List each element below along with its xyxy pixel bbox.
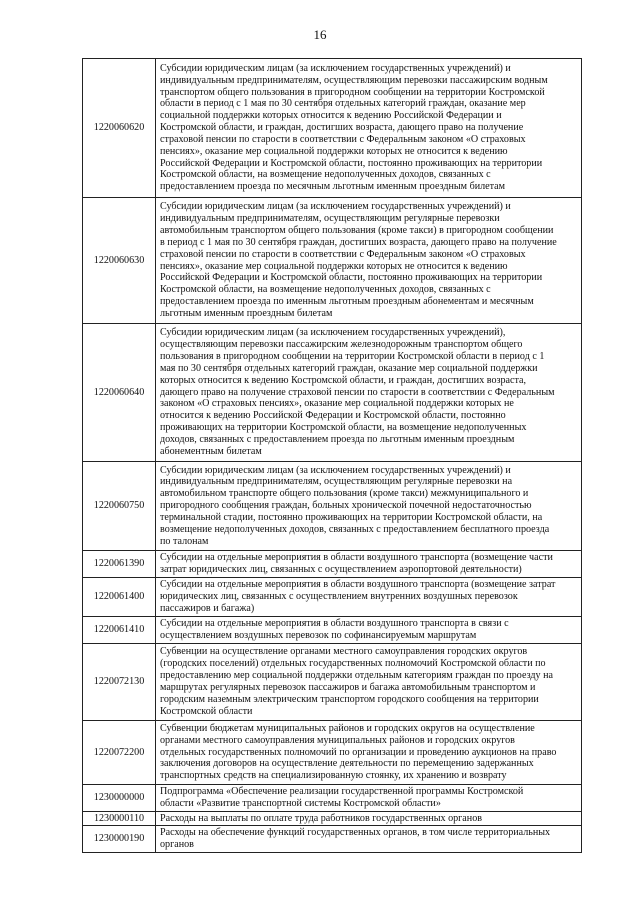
table-row [83, 198, 582, 324]
table-row [83, 578, 582, 617]
row-code: 1230000190 [83, 826, 156, 853]
row-description: Расходы на обеспечение функций государственных органов, в том числе территориальных органов [156, 826, 582, 853]
table-row [83, 721, 582, 785]
budget-classification-table [82, 58, 582, 853]
row-code: 1230000110 [83, 812, 156, 826]
row-code: 1220061400 [83, 578, 156, 617]
row-code: 1220060620 [83, 59, 156, 198]
row-code: 1220072130 [83, 644, 156, 721]
table-row [83, 812, 582, 826]
row-description: Субсидии на отдельные мероприятия в области воздушного транспорта (возмещение затрат юридических лиц, связанных с осуществлением внутренних воздушных перевозок пассажиров и багажа) [156, 578, 582, 617]
table-row [83, 59, 582, 198]
row-code: 1220060630 [83, 198, 156, 324]
row-description: Подпрограмма «Обеспечение реализации государственной программы Костромской области «Развитие транспортной системы Костромской области» [156, 785, 582, 812]
row-description: Субсидии юридическим лицам (за исключением государственных учреждений) и индивидуальным предпринимателям, осуществляющим регулярные перевозки на автомобильном транспорте общего пользования (кроме такси) межмуниципального и пригородного сообщения граждан, больных хронической почечной недостаточностью терминальной стадии, постоянно проживающих на территории Костромской области, на возмещение недополученных доходов, связанных с предоставлением бесплатного проезда по талонам [156, 462, 582, 551]
table-row [83, 462, 582, 551]
row-description: Субсидии юридическим лицам (за исключением государственных учреждений), осуществляющим перевозки пассажирским железнодорожным транспортом общего пользования в пригородном сообщении на территории Костромской области в период с 1 мая по 30 сентября отдельных категорий граждан, оказание мер социальной поддержки которых относится к ведению Костромской области, и граждан, достигших возраста, дающего право на получение страховой пенсии по старости в соответствии с Федеральным законом «О страховых пенсиях», оказание мер социальной поддержки которых не относится к ведению Российской Федерации и Костромской области, постоянно проживающих на территории Костромской области, на возмещение недополученных доходов, связанных с предоставлением проезда по льготным именным проездным абонементным билетам [156, 324, 582, 462]
table-row [83, 644, 582, 721]
row-description: Субсидии юридическим лицам (за исключением государственных учреждений) и индивидуальным предпринимателям, осуществляющим регулярные перевозки автомобильным транспортом общего пользования (кроме такси) в пригородном сообщении в период с 1 мая по 30 сентября граждан, достигших возраста, дающего право на получение страховой пенсии по старости в соответствии с Федеральным законом «О страховых пенсиях», оказание мер социальной поддержки которых не относится к ведению Российской Федерации и Костромской области, постоянно проживающих на территории Костромской области, на возмещение недополученных доходов, связанных с предоставлением проезда по именным льготным проездным абонементам и месячным льготным именным проездным билетам [156, 198, 582, 324]
table-row [83, 785, 582, 812]
row-code: 1220060750 [83, 462, 156, 551]
row-code: 1230000000 [83, 785, 156, 812]
row-description: Расходы на выплаты по оплате труда работников государственных органов [156, 812, 582, 826]
row-description: Субсидии на отдельные мероприятия в области воздушного транспорта в связи с осуществлением воздушных перевозок по софинансируемым маршрутам [156, 617, 582, 644]
table-row [83, 826, 582, 853]
row-description: Субвенции бюджетам муниципальных районов и городских округов на осуществление органами местного самоуправления муниципальных районов и городских округов отдельных государственных полномочий по организации и проведению аукционов на право заключения договоров на осуществление деятельности по перемещению задержанных транспортных средств на специализированную стоянку, их хранению и возврату [156, 721, 582, 785]
page-number: 16 [313, 27, 327, 42]
row-code: 1220061390 [83, 551, 156, 578]
row-code: 1220061410 [83, 617, 156, 644]
row-code: 1220060640 [83, 324, 156, 462]
row-code: 1220072200 [83, 721, 156, 785]
table-row [83, 617, 582, 644]
table-row [83, 551, 582, 578]
table-row [83, 324, 582, 462]
row-description: Субсидии на отдельные мероприятия в области воздушного транспорта (возмещение части затрат юридических лиц, связанных с осуществлением аэропортовой деятельности) [156, 551, 582, 578]
row-description: Субсидии юридическим лицам (за исключением государственных учреждений) и индивидуальным предпринимателям, осуществляющим перевозки пассажирским водным транспортом общего пользования в пригородном сообщении на территории Костромской области в период с 1 мая по 30 сентября отдельных категорий граждан, оказание мер социальной поддержки которых относится к ведению Российской Федерации и Костромской области, и граждан, достигших возраста, дающего право на получение страховой пенсии по старости в соответствии с Федеральным законом «О страховых пенсиях», оказание мер социальной поддержки которых не относится к ведению Российской Федерации и Костромской области, постоянно проживающих на территории Костромской области, на возмещение недополученных доходов, связанных с предоставлением проезда по месячным льготным именным проездным билетам [156, 59, 582, 198]
row-description: Субвенции на осуществление органами местного самоуправления городских округов (городских поселений) отдельных государственных полномочий Костромской области по предоставлению мер социальной поддержки отдельным категориям граждан по проезду на маршрутах регулярных перевозок пассажиров и багажа автомобильным транспортом и городским наземным электрическим транспортом городского сообщения на территории Костромской области [156, 644, 582, 721]
